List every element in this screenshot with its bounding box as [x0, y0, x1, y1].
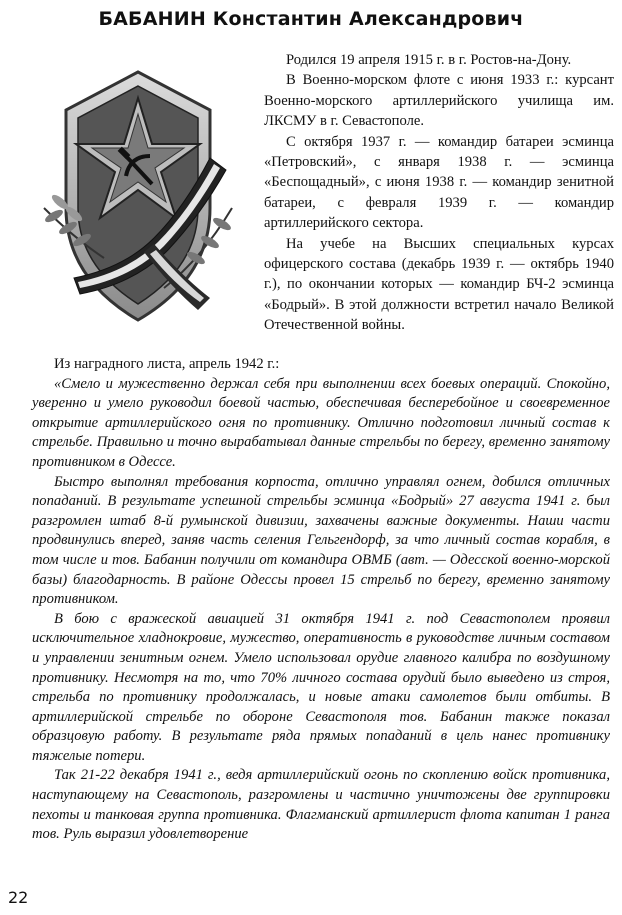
quote-paragraph: «Смело и мужественно держал себя при выполнении всех боевых операций. Спокойно, уверенно и умело руководил боевой частью, обеспечивая бесперебойное и своевременное открытие артиллерийского огня по противнику. Отлично подготовил личный состав к стрельбе. Правильно и точно вырабатывал данные стрельбы по берегу, временно занятому противником в Одессе. — [32, 375, 610, 470]
intro-paragraph: В Военно-морском флоте с июня 1933 г.: курсант Военно-морского артиллерийского училища им. ЛКСМУ в г. Севастополе. — [264, 72, 614, 130]
emblem-star-ribbon-icon — [34, 58, 242, 334]
biography-intro — [264, 50, 614, 336]
page-number: 22 — [8, 888, 29, 907]
quote-paragraph: Быстро выполнял требования корпоста, отлично управлял огнем, добился отличных попаданий. В результате успешной стрельбы эсминца «Бодрый» 27 августа 1941 г. был разгромлен штаб 8-й румынской дивизии, захвачены важные документы. Наши части продвинулись вперед, заняв часть селения Гельгендорф, за что личный состав корабля, в том числе и тов. Бабанин получили от командира ОВМБ (авт. — Одесской военно-морской базы) благодарность. В районе Одессы провел 15 стрельб по берегу, временно занятому противником. — [32, 473, 610, 608]
award-section — [32, 355, 610, 845]
quote-paragraph: В бою с вражеской авиацией 31 октября 1941 г. под Севастополем проявил исключительное хладнокровие, мужество, оперативность в руководстве личным составом и управлении зенитным огнем. Умело использовал орудие главного калибра по воздушному противнику. Несмотря на то, что 70% личного состава орудий было выведено из строя, стрельба по противнику продолжалась, и новые атаки самолетов были отбиты. В артиллерийской стрельбе по обороне Севастополя тов. Бабанин также показал образцовую работу. В результате ряда прямых попаданий в цель нанес противнику тяжелые потери. — [32, 610, 610, 764]
intro-paragraph: Родился 19 апреля 1915 г. в г. Ростов-на-Дону. — [286, 52, 572, 68]
intro-paragraph: С октября 1937 г. — командир батареи эсминца «Петровский», с января 1938 г. — эсминца «Беспощадный», с июня 1938 г. — командир зенитной батареи, с февраля 1939 г. — командир артиллерийского сектора. — [264, 133, 614, 232]
quote-paragraph: Так 21-22 декабря 1941 г., ведя артиллерийский огонь по скоплению войск противника, наступающему на Севастополь, разгромлены и частично уничтожены две группировки пехоты и танковая группа противника. Флагманский артиллерист флота капитан 1 ранга тов. Руль выразил удовлетворение — [32, 767, 610, 843]
intro-paragraph: На учебе на Высших специальных курсах офицерского состава (декабрь 1939 г. — октябрь 1940 г.), по окончании которых — командир БЧ-2 эсминца «Бодрый». В этой должности встретил начало Великой Отечественной войны. — [264, 235, 614, 334]
page-title: БАБАНИН Константин Александрович — [98, 8, 524, 30]
award-intro: Из наградного листа, апрель 1942 г.: — [54, 356, 280, 372]
emblem-svg — [34, 58, 242, 334]
